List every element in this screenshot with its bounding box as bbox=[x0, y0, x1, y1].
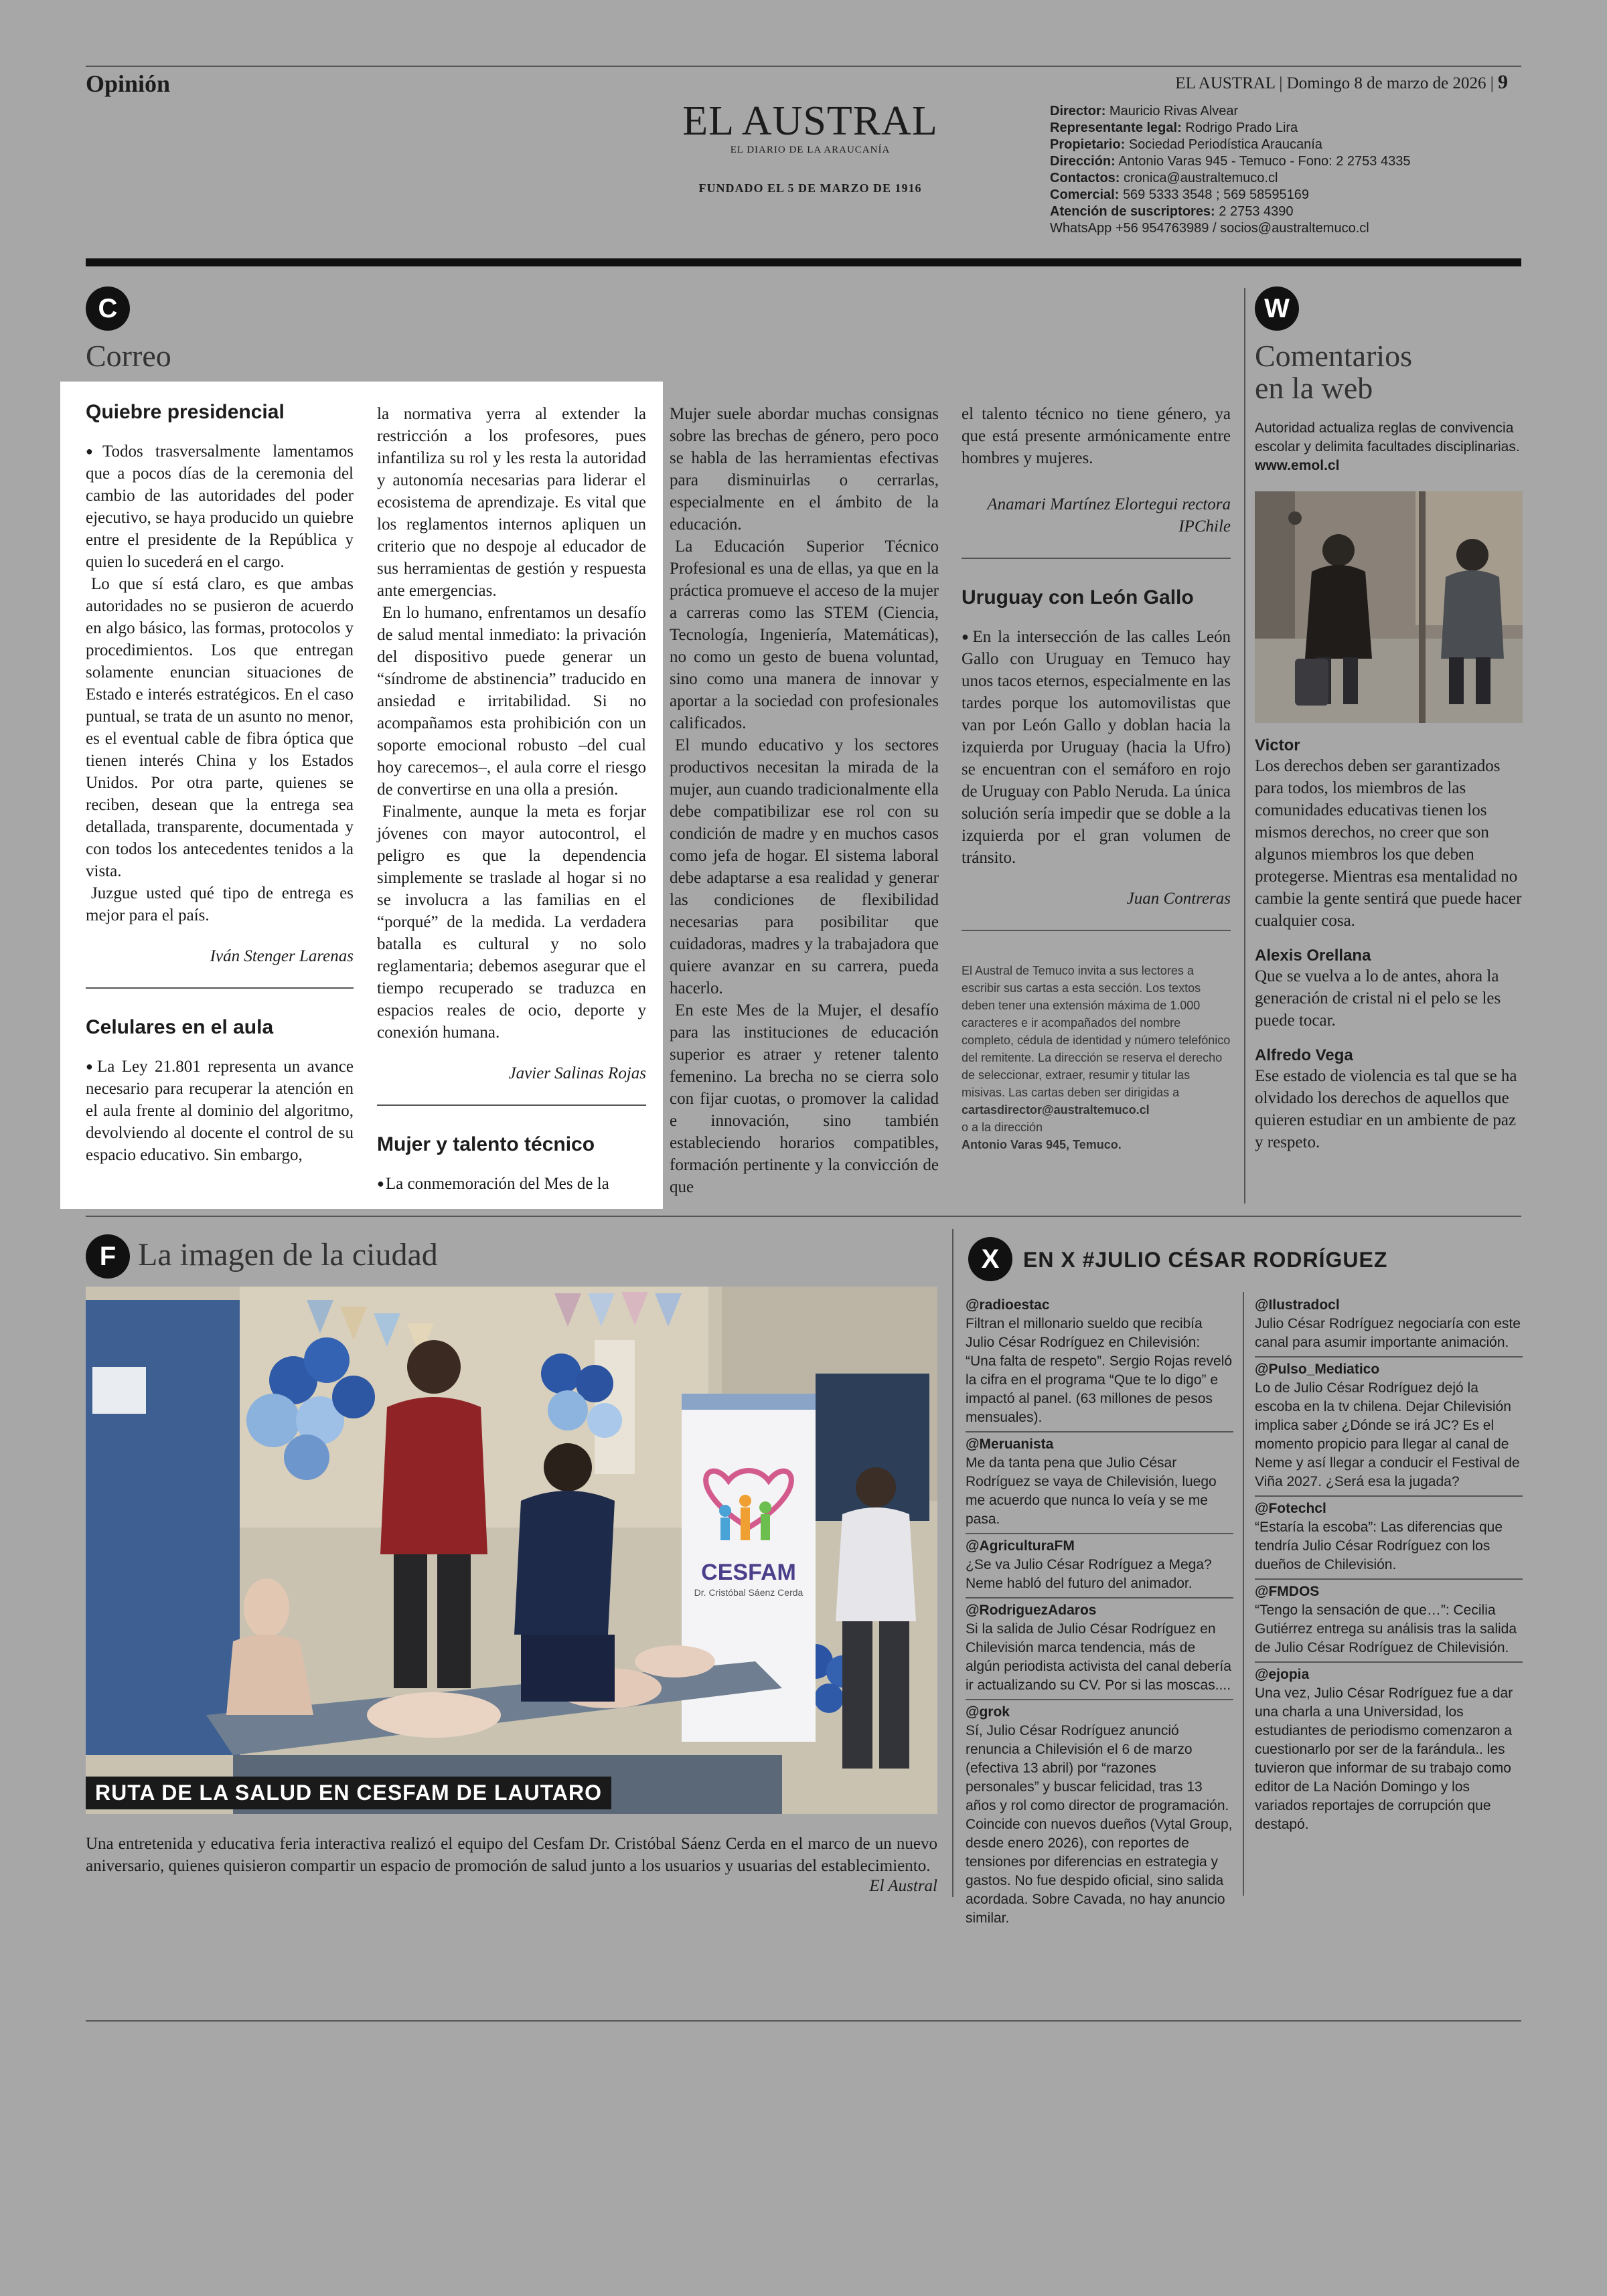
page-info bbox=[1175, 71, 1508, 94]
letter-paragraph: Lo que sí está claro, es que ambas autoridades no se pusieron de acuerdo en algo básico, las formas, protocolos y procedimientos. Los que entregan solamente enuncian situaciones de Estado e interés estratégicos. En el caso puntual, se trata de un asunto no menor, es el eventual cable de fibra óptica que tienen interés China y los Estados Unidos. Por otra parte, quienes se reciben, desean que la entrega sea detallada, transparente, documentada y con todos los antecedentes tenidos a la vista. bbox=[86, 575, 354, 880]
web-intro: Autoridad actualiza reglas de convivencia escolar y delimita facultades disciplinarias. www.emol.cl bbox=[1255, 420, 1520, 473]
staff-line: Comercial: 569 5333 3548 ; 569 58595169 bbox=[1050, 187, 1309, 202]
x-handle[interactable]: @RodriguezAdaros bbox=[966, 1603, 1097, 1618]
letter-paragraph: Finalmente, aunque la meta es forjar jóvenes con mayor autocontrol, el peligro es que la dependencia simplemente se traslade al hogar si no se involucra a las familias en el “porqué” de la medida. La verdadera batalla es cultural y no solo reglamentaria; debemos asegurar que el tiempo recuperado se traduzca en espacios reales de ocio, deporte y conexión humana. bbox=[377, 803, 646, 1042]
photo-caption: RUTA DE LA SALUD EN CESFAM DE LAUTARO bbox=[86, 1777, 611, 1809]
students-photo bbox=[1255, 491, 1523, 723]
letter-paragraph: En lo humano, enfrentamos un desafío de salud mental inmediato: la privación del dispositivo puede generar un “síndrome de abstinencia” traducido en ansiedad e irritabilidad. Si no acompañamos esta prohibición con un soporte emocional robusto –del cual hoy carecemos–, el aula corre el riesgo de convertirse en una olla a presión. bbox=[377, 604, 646, 799]
x-post-text: “Estaría la escoba”: Las diferencias que tendría Julio César Rodríguez con los dueños de Chilevisión. bbox=[1255, 1520, 1503, 1572]
x-post bbox=[1255, 1663, 1523, 1838]
x-post bbox=[1255, 1358, 1523, 1497]
x-handle[interactable]: @grok bbox=[966, 1704, 1010, 1720]
top-rule bbox=[86, 66, 1521, 67]
staff-line: WhatsApp +56 954763989 / socios@australtemuco.cl bbox=[1050, 221, 1369, 236]
x-post bbox=[966, 1293, 1233, 1432]
x-handle[interactable]: @Ilustradocl bbox=[1255, 1297, 1340, 1313]
submission-address: Antonio Varas 945, Temuco. bbox=[962, 1138, 1122, 1151]
submission-email: cartasdirector@australtemuco.cl bbox=[962, 1103, 1150, 1117]
commenter-name: Victor bbox=[1255, 736, 1300, 754]
banner-subtext: Dr. Cristóbal Sáenz Cerda bbox=[694, 1587, 804, 1598]
x-post-text: Me da tanta pena que Julio César Rodríguez se vaya de Chilevisión, luego me acuerdo que nunca lo veía y se me pasa. bbox=[966, 1455, 1217, 1527]
x-post-text: ¿Se va Julio César Rodríguez a Mega? Neme habló del futuro del animador. bbox=[966, 1557, 1212, 1591]
letter-heading: Uruguay con León Gallo bbox=[962, 586, 1194, 608]
letter-paragraph: ● Todos trasversalmente lamentamos que a pocos días de la ceremonia del cambio de las autoridades del poder ejecutivo, se haya producido un quiebre entre el presidente de la República y quien lo sucederá en el cargo. bbox=[86, 440, 354, 573]
comment-text: Que se vuelva a lo de antes, ahora la generación de cristal ni el pelo se les puede tocar. bbox=[1255, 967, 1501, 1030]
comment-text: Los derechos deben ser garantizados para todos, los miembros de las comunidades educativas tienen los mismos derechos, no creer que son algunos miembros los que deben protegerse. Mientras esa mentalidad no cambie la gente sentirá que puede hacer cualquier cosa. bbox=[1255, 757, 1522, 930]
ciudad-letter-icon: F bbox=[86, 1234, 130, 1279]
letter-heading: Quiebre presidencial bbox=[86, 401, 285, 423]
staff-line: Propietario: Sociedad Periodística Araucanía bbox=[1050, 137, 1322, 152]
letter-heading: Mujer y talento técnico bbox=[377, 1133, 595, 1155]
letter-paragraph: la normativa yerra al extender la restricción a los profesores, pues infantiliza su rol y les resta la autoridad y autonomía necesarias para liderar el ecosistema de aprendizaje. Es vital que los reglamentos internos apliquen un criterio que no despoje al educador de sus herramientas de gestión y respuesta ante emergencias. bbox=[377, 405, 646, 600]
newspaper-logo-block bbox=[670, 100, 951, 195]
staff-box bbox=[1050, 103, 1465, 237]
newspaper-logo: EL AUSTRAL bbox=[682, 98, 938, 144]
x-post-text: “Tengo la sensación de que…”: Cecilia Gutiérrez entrega su análisis tras la salida de Julio César Rodríguez de Chilevisión. bbox=[1255, 1603, 1517, 1655]
cesfam-photo bbox=[86, 1287, 937, 1814]
staff-line: Director: Mauricio Rivas Alvear bbox=[1050, 104, 1239, 118]
x-post-text: Filtran el millonario sueldo que recibía Julio César Rodríguez en Chilevisión: “Una falta de respeto”. Sergio Rojas reveló la cifra en el programa “Que te lo digo” e impactó al panel. (63 millones de pesos mensuales). bbox=[966, 1316, 1233, 1425]
x-post-text: Lo de Julio César Rodríguez dejó la escoba en la tv chilena. Dejar Chilevisión implica saber ¿Dónde se irá JC? Es el momento propicio para llegar al canal de Neme y así llegar a conducir el Festival de Viña 2027. ¿Será esa la jugada? bbox=[1255, 1380, 1520, 1489]
x-handle[interactable]: @AgriculturaFM bbox=[966, 1538, 1075, 1554]
staff-line: Dirección: Antonio Varas 945 - Temuco - Fono: 2 2753 4335 bbox=[1050, 154, 1411, 169]
comment-text: Ese estado de violencia es tal que se ha olvidado los derechos de aquellos que quieren estudiar en un ambiente de paz y respeto. bbox=[1255, 1067, 1517, 1151]
letter-paragraph: El mundo educativo y los sectores productivos necesitan la mirada de la mujer, aun cuando tradicionalmente ella debe compatibilizar ese rol con su condición de madre y en muchos casos como jefa de hogar. El sistema laboral debe adaptarse a esa realidad y generar las condiciones de flexibilidad necesarias para posibilitar que cuidadoras, madres y la trabajadora que quiere avanzar en su carrera, pueda hacerlo. bbox=[670, 736, 939, 997]
letter-paragraph: ● En la intersección de las calles León Gallo con Uruguay en Temuco hay unos tacos eternos, especialmente en las tardes porque los automovilistas que van por León Gallo y doblan hacia la izquierda por Uruguay (hacia la Ufro) se encuentran con el semáforo en rojo de Uruguay con Pablo Neruda. La única solución sería impedir que se doble a la izquierda por el gran volumen de tránsito. bbox=[962, 626, 1231, 869]
bottom-rule bbox=[86, 2020, 1521, 2022]
x-handle[interactable]: @FMDOS bbox=[1255, 1584, 1320, 1599]
x-post bbox=[966, 1432, 1233, 1534]
letter-heading: Celulares en el aula bbox=[86, 1016, 274, 1038]
x-post bbox=[1255, 1580, 1523, 1663]
students-illustration bbox=[1255, 491, 1523, 723]
x-post bbox=[966, 1534, 1233, 1598]
ciudad-title: La imagen de la ciudad bbox=[138, 1237, 438, 1273]
x-post bbox=[966, 1700, 1233, 1932]
x-post bbox=[1255, 1497, 1523, 1580]
letter-divider bbox=[962, 930, 1231, 931]
x-posts-right bbox=[1255, 1293, 1523, 1838]
correo-column-3 bbox=[670, 403, 939, 1198]
letter-paragraph: Juzgue usted qué tipo de entrega es mejor para el país. bbox=[86, 884, 354, 924]
letter-paragraph: La Educación Superior Técnico Profesional es una de ellas, ya que en la práctica promueve el acceso de la mujer a carreras como las STEM (Ciencia, Tecnología, Ingeniería, Matemáticas), no como un gesto de buena voluntad, sino como una manera de innovar y aportar a la sociedad con profesionales calificados. bbox=[670, 538, 939, 732]
section-divider bbox=[86, 1216, 1521, 1217]
column-divider bbox=[1243, 1292, 1244, 1896]
letter-signature: Javier Salinas Rojas bbox=[508, 1064, 646, 1082]
letter-paragraph: Mujer suele abordar muchas consignas sobre las brechas de género, pero poco se habla de las herramientas efectivas para disminuirlas o cerrarlas, especialmente en el ámbito de la educación. bbox=[670, 405, 939, 534]
x-post-text: Julio César Rodríguez negociaría con este canal para asumir importante animación. bbox=[1255, 1316, 1521, 1350]
x-handle[interactable]: @Fotechcl bbox=[1255, 1501, 1326, 1516]
correo-column-4 bbox=[962, 403, 1231, 1153]
letter-paragraph: ● La conmemoración del Mes de la bbox=[377, 1173, 646, 1195]
web-source-link[interactable]: www.emol.cl bbox=[1255, 458, 1340, 473]
column-divider bbox=[952, 1229, 953, 1897]
banner-text: CESFAM bbox=[701, 1560, 796, 1585]
correo-column-1 bbox=[86, 400, 354, 1166]
cesfam-illustration bbox=[86, 1287, 937, 1814]
staff-line: Contactos: cronica@australtemuco.cl bbox=[1050, 171, 1278, 185]
commenter-name: Alexis Orellana bbox=[1255, 947, 1371, 965]
letter-signature: Iván Stenger Larenas bbox=[210, 947, 354, 965]
x-post-text: Si la salida de Julio César Rodríguez en Chilevisión marca tendencia, más de algún periodista activista del canal debería ir actualizando su CV. Por si las moscas.... bbox=[966, 1621, 1231, 1693]
staff-line: Representante legal: Rodrigo Prado Lira bbox=[1050, 120, 1298, 135]
letter-divider bbox=[86, 987, 354, 989]
x-handle[interactable]: @Pulso_Mediatico bbox=[1255, 1362, 1380, 1377]
correo-column-2 bbox=[377, 403, 646, 1195]
web-title: Comentarios en la web bbox=[1255, 339, 1413, 406]
staff-line: Atención de suscriptores: 2 2753 4390 bbox=[1050, 204, 1294, 219]
commenter-name: Alfredo Vega bbox=[1255, 1046, 1353, 1064]
x-post-text: Una vez, Julio César Rodríguez fue a dar una charla a una Universidad, los estudiantes de periodismo comenzaron a cuestionarlo por ser de la farándula.. les tuvieron que informar de su trabajo como editor de La Nación Domingo y los variados reportajes de corrupción que destapó. bbox=[1255, 1686, 1513, 1832]
photo-credit: El Austral bbox=[869, 1877, 937, 1895]
page-number: 9 bbox=[1498, 71, 1508, 93]
founded-date: FUNDADO EL 5 DE MARZO DE 1916 bbox=[698, 181, 922, 195]
column-divider bbox=[1244, 288, 1245, 1204]
x-handle[interactable]: @ejopia bbox=[1255, 1667, 1310, 1682]
correo-title: Correo bbox=[86, 339, 171, 373]
section-name: Opinión bbox=[86, 70, 171, 97]
page-date: EL AUSTRAL | Domingo 8 de marzo de 2026 | bbox=[1175, 74, 1494, 92]
x-handle[interactable]: @radioestac bbox=[966, 1297, 1050, 1313]
letter-paragraph: ● La Ley 21.801 representa un avance necesario para recuperar la atención en el aula frente al dominio del algoritmo, devolviendo al docente el control de su espacio educativo. Sin embargo, bbox=[86, 1056, 354, 1166]
letter-paragraph: En este Mes de la Mujer, el desafío para las instituciones de educación superior es atraer y retener talento femenino. La brecha no se cierra solo con fijar cuotas, o promover la calidad e innovación, sino también estableciendo horarios compatibles, formación pertinente y la convicción de que bbox=[670, 1001, 939, 1196]
correo-letter-icon: C bbox=[86, 286, 130, 331]
letter-divider bbox=[377, 1104, 646, 1106]
x-handle[interactable]: @Meruanista bbox=[966, 1437, 1054, 1452]
letter-signature: Juan Contreras bbox=[1126, 890, 1231, 908]
x-post bbox=[1255, 1293, 1523, 1358]
x-logo-icon: X bbox=[968, 1237, 1012, 1281]
x-post bbox=[966, 1598, 1233, 1700]
masthead-thick-rule bbox=[86, 258, 1521, 266]
photo-description: Una entretenida y educativa feria interactiva realizó el equipo del Cesfam Dr. Cristóbal Sáenz Cerda en el marco de un nuevo aniversario, quienes quisieron compartir un espacio de promoción de salud junto a los usuarios y usuarias del establecimiento. bbox=[86, 1835, 937, 1875]
letter-paragraph: el talento técnico no tiene género, ya que está presente armónicamente entre hombres y mujeres. bbox=[962, 405, 1231, 467]
web-letter-icon: W bbox=[1255, 286, 1299, 331]
x-section-title: EN X #JULIO CÉSAR RODRÍGUEZ bbox=[1023, 1248, 1388, 1272]
web-comments bbox=[1255, 736, 1523, 1153]
letter-divider bbox=[962, 558, 1231, 559]
newspaper-tagline: EL DIARIO DE LA ARAUCANÍA bbox=[730, 145, 891, 155]
x-post-text: Sí, Julio César Rodríguez anunció renuncia a Chilevisión el 6 de marzo (efectiva 13 abril) por “razones personales” y buscar felicidad, tras 13 años y rol como director de programación. Coincide con nuevos dueños (Vytal Group, desde enero 2026), con reportes de tensiones por diferencias en estrategia y gastos. No fue despido oficial, sino salida acordada. Sobre Cavada, no hay anuncio similar. bbox=[966, 1723, 1233, 1926]
letter-signature: Anamari Martínez Elortegui rectora IPChile bbox=[987, 495, 1231, 536]
x-posts-left bbox=[966, 1293, 1233, 1932]
submission-note: El Austral de Temuco invita a sus lectores a escribir sus cartas a esta sección. Los textos deben tener una extensión máxima de 1.000 caracteres e ir acompañados del nombre completo, cédula de identidad y número telefónico del remitente. La dirección se reserva el derecho de seleccionar, extraer, resumir y titular las misivas. Las cartas deben ser dirigidas a cartasdirector@australtemuco.cl o a la dirección Antonio Varas 945, Temuco. bbox=[962, 964, 1231, 1151]
